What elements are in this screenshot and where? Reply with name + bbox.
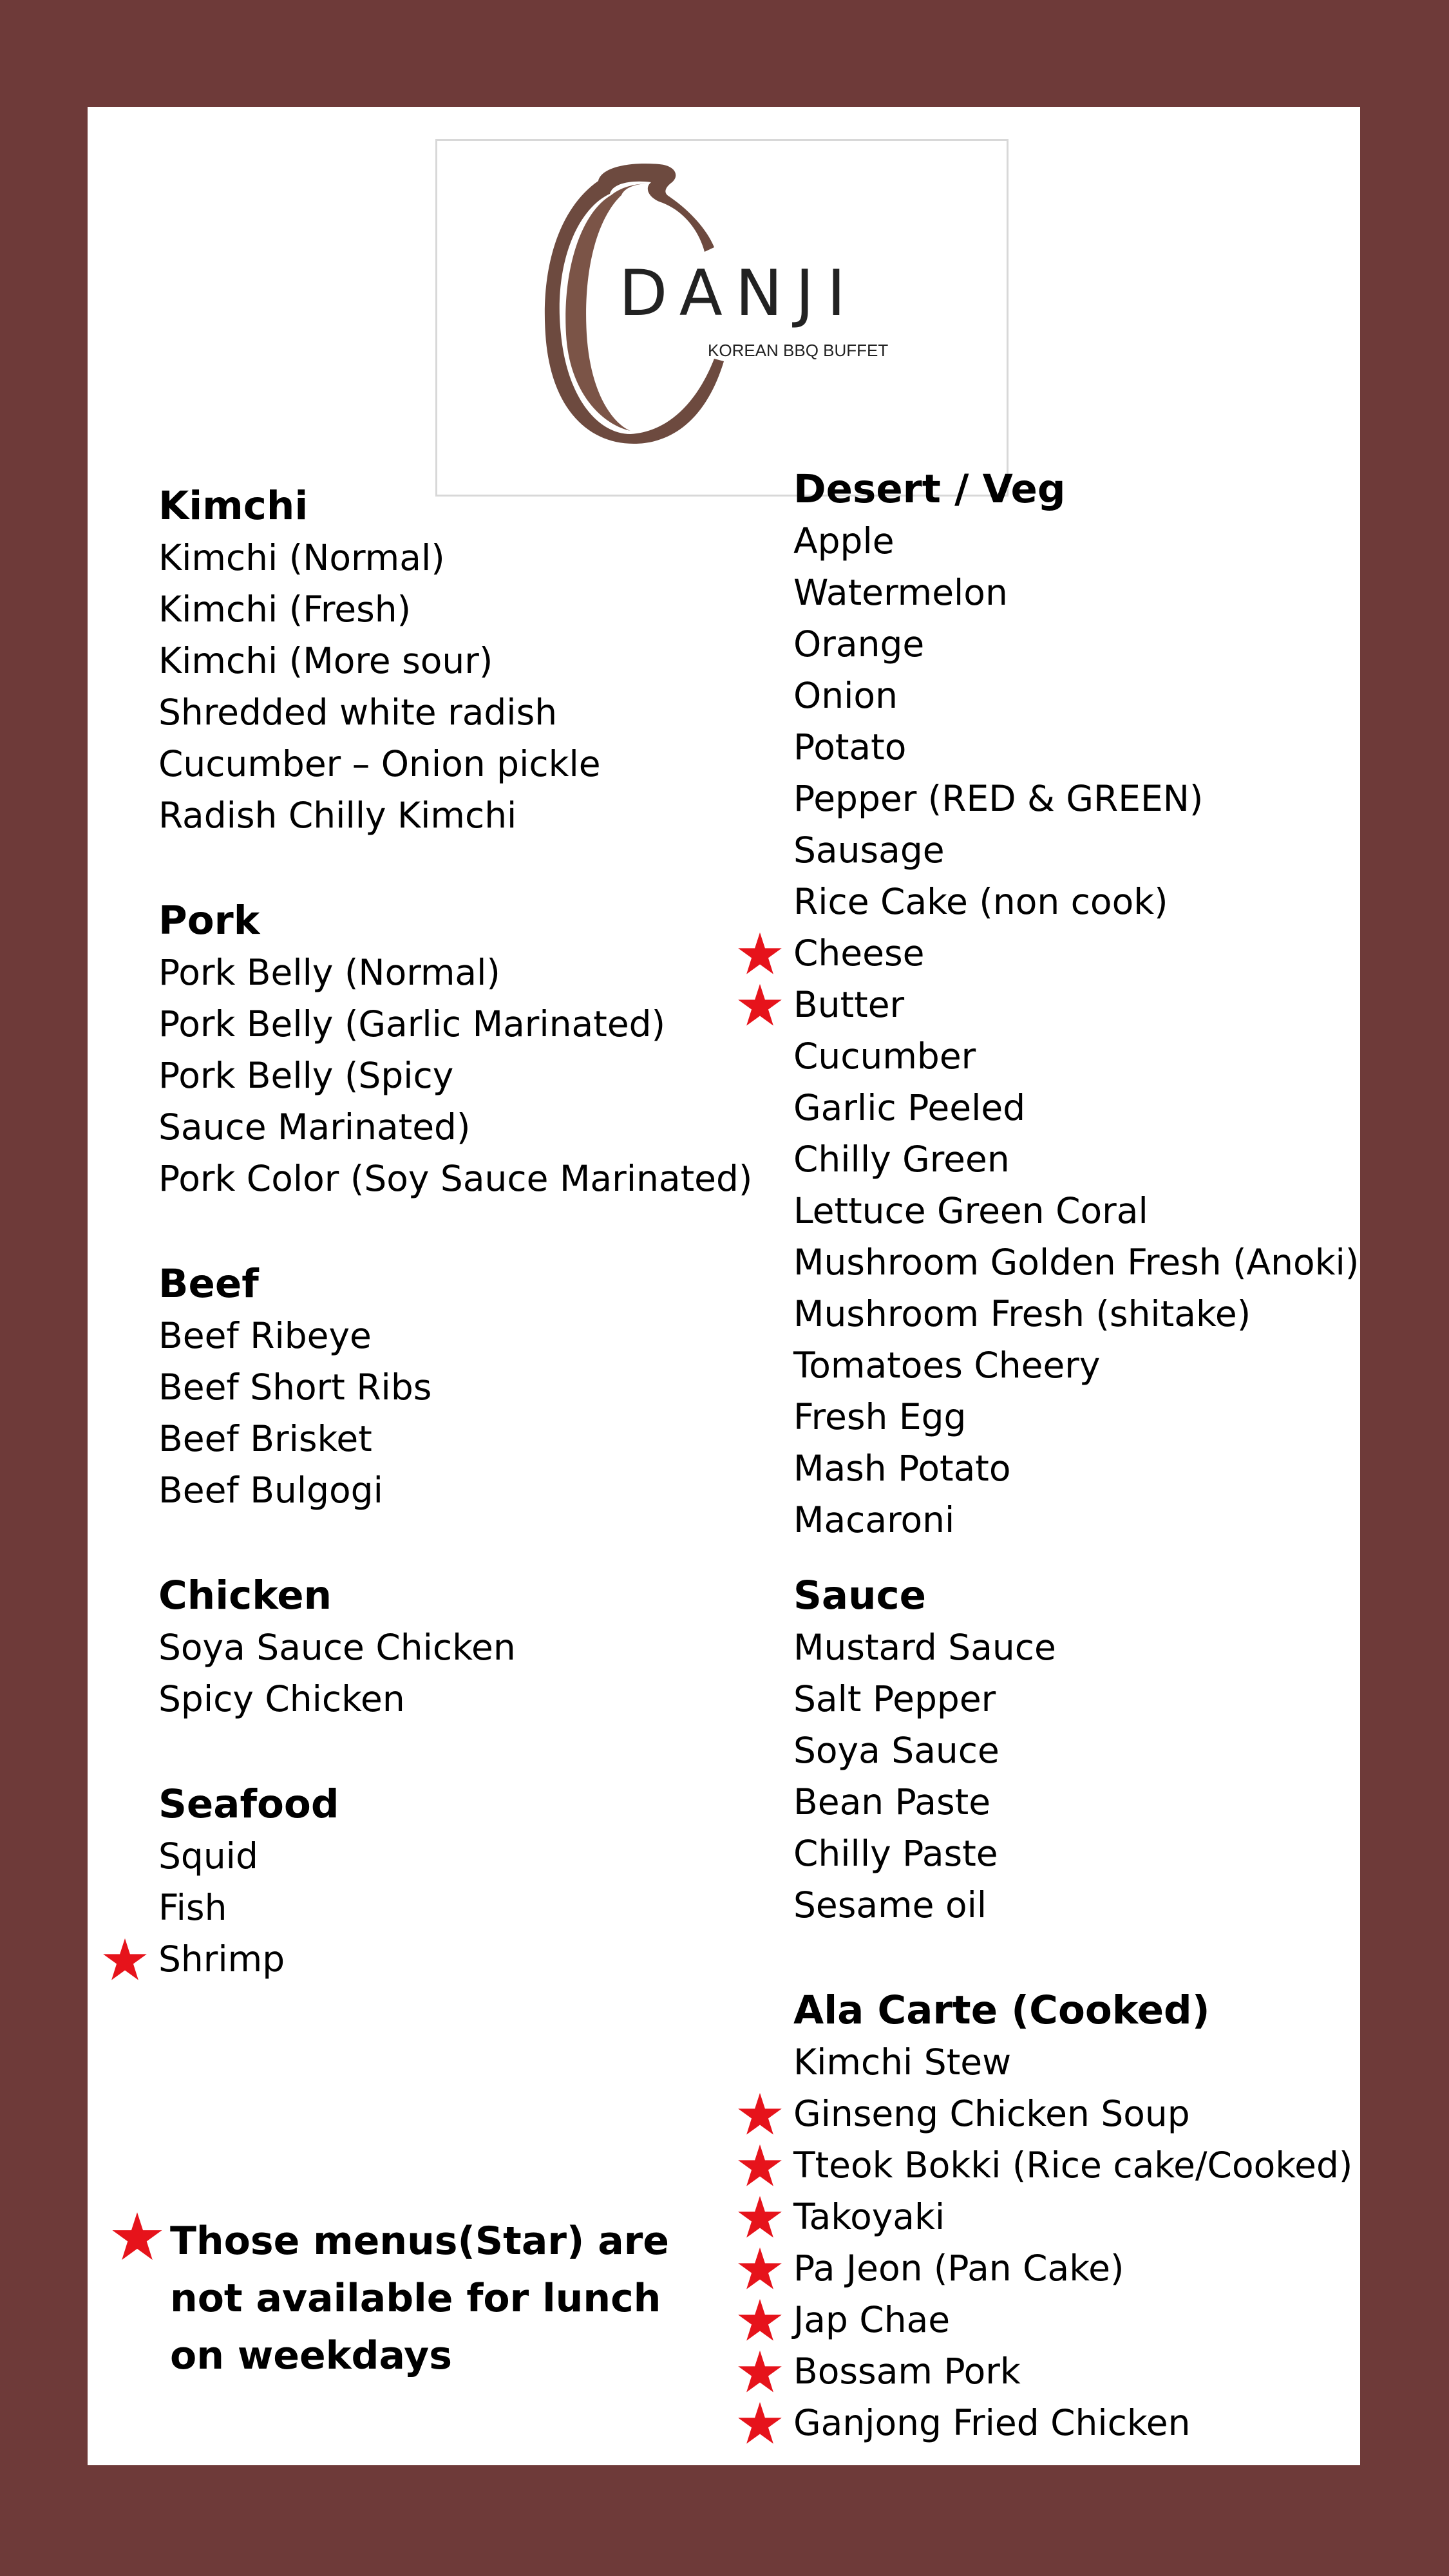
menu-item (793, 1185, 1360, 1236)
menu-item-label: Sesame oil (793, 1884, 987, 1926)
menu-item (793, 2139, 1360, 2191)
menu-item (158, 1050, 571, 1153)
menu-item-label: Jap Chae (793, 2299, 951, 2340)
menu-item (158, 1413, 770, 1464)
menu-item (158, 532, 770, 583)
menu-item (793, 1879, 1360, 1931)
menu-item (158, 998, 770, 1050)
menu-item (793, 824, 1360, 876)
menu-item-label: Tomatoes Cheery (793, 1345, 1101, 1386)
menu-item (158, 1933, 770, 1985)
section-title: Desert / Veg (793, 466, 1066, 512)
menu-item-label: Pa Jeon (Pan Cake) (793, 2248, 1124, 2289)
menu-item-label: Mushroom Fresh (shitake) (793, 1293, 1251, 1334)
menu-item-label: Shrimp (158, 1938, 285, 1980)
menu-item-label: Chilly Paste (793, 1833, 998, 1874)
menu-item (158, 738, 770, 790)
star-icon (737, 931, 783, 977)
menu-item (793, 1391, 1360, 1443)
menu-item (793, 2397, 1360, 2448)
menu-item (158, 1310, 770, 1361)
star-icon (737, 982, 783, 1028)
menu-item-label: Beef Bulgogi (158, 1470, 383, 1511)
menu-item (793, 515, 1360, 567)
section-spacer (793, 1546, 1360, 1570)
menu-item-label: Kimchi (Normal) (158, 537, 445, 578)
menu-item (793, 876, 1360, 927)
section-title: Beef (158, 1261, 259, 1307)
note-text: Those menus(Star) are not available for lunch on weekdays (170, 2219, 669, 2378)
menu-item-label: Squid (158, 1835, 258, 1877)
menu-item-label: Radish Chilly Kimchi (158, 795, 517, 836)
menu-item-label: Onion (793, 675, 898, 716)
menu-item-label: Rice Cake (non cook) (793, 881, 1168, 922)
menu-item-label: Mustard Sauce (793, 1627, 1056, 1668)
menu-item (158, 1153, 770, 1204)
menu-item (793, 1494, 1360, 1546)
section-title: Ala Carte (Cooked) (793, 1987, 1210, 2033)
star-icon (737, 2194, 783, 2240)
menu-item-label: Butter (793, 984, 905, 1025)
menu-item-label: Beef Short Ribs (158, 1367, 432, 1408)
menu-item (158, 790, 770, 841)
section-title: Seafood (158, 1781, 339, 1827)
left-menu-column (158, 480, 770, 1985)
menu-item (793, 1236, 1360, 1288)
menu-item-label: Bossam Pork (793, 2351, 1021, 2392)
menu-item (793, 1725, 1360, 1776)
menu-card (88, 107, 1360, 2465)
menu-item-label: Potato (793, 726, 907, 768)
menu-item (158, 1882, 770, 1933)
menu-item-label: Shredded white radish (158, 692, 558, 733)
menu-item (793, 567, 1360, 618)
star-icon (737, 2246, 783, 2292)
menu-item (793, 1673, 1360, 1725)
menu-item-label: Soya Sauce Chicken (158, 1627, 516, 1668)
menu-item (793, 1828, 1360, 1879)
menu-item-label: Cheese (793, 933, 925, 974)
menu-item-label: Lettuce Green Coral (793, 1190, 1148, 1231)
section-title: Sauce (793, 1573, 927, 1618)
menu-item-label: Kimchi Stew (793, 2041, 1012, 2083)
star-icon (737, 2349, 783, 2395)
menu-item (158, 583, 770, 635)
menu-item-label: Pork Belly (Normal) (158, 952, 500, 993)
menu-item (158, 635, 770, 687)
menu-item-label: Garlic Peeled (793, 1087, 1026, 1128)
menu-item (793, 1340, 1360, 1391)
section-spacer (158, 1204, 770, 1258)
star-icon (102, 1937, 148, 1983)
menu-item-label: Ginseng Chicken Soup (793, 2093, 1190, 2134)
menu-item-label: Pork Color (Soy Sauce Marinated) (158, 1158, 753, 1199)
menu-item (793, 2036, 1360, 2088)
menu-item-label: Watermelon (793, 572, 1008, 613)
star-icon (737, 2297, 783, 2344)
availability-note (111, 2213, 677, 2385)
menu-item (793, 773, 1360, 824)
menu-item-label: Apple (793, 520, 895, 562)
section-spacer (158, 1725, 770, 1779)
menu-item-label: Cucumber (793, 1036, 976, 1077)
menu-item-label: Sausage (793, 829, 945, 871)
star-icon (737, 2400, 783, 2447)
menu-item-label: Takoyaki (793, 2196, 945, 2237)
menu-item (793, 1133, 1360, 1185)
section-spacer (158, 841, 770, 895)
menu-item (158, 1464, 770, 1516)
star-icon (737, 2091, 783, 2137)
menu-item (793, 2191, 1360, 2242)
menu-item (793, 670, 1360, 721)
logo-tagline: KOREAN BBQ BUFFET (708, 341, 889, 360)
menu-item (158, 687, 770, 738)
menu-item (793, 618, 1360, 670)
menu-item-label: Pepper (RED & GREEN) (793, 778, 1204, 819)
menu-item-label: Soya Sauce (793, 1730, 999, 1771)
section-title: Kimchi (158, 483, 308, 529)
section-spacer (158, 1516, 770, 1570)
star-icon (737, 2143, 783, 2189)
menu-item (158, 1622, 770, 1673)
menu-item-label: Spicy Chicken (158, 1678, 405, 1719)
menu-item (793, 721, 1360, 773)
section-title: Chicken (158, 1573, 332, 1618)
menu-item (793, 1443, 1360, 1494)
menu-item (793, 1030, 1360, 1082)
menu-item (793, 1082, 1360, 1133)
logo-name: DANJI (619, 257, 858, 330)
logo (435, 139, 1009, 497)
menu-item-label: Fresh Egg (793, 1396, 967, 1437)
menu-item-label: Ganjong Fried Chicken (793, 2402, 1191, 2443)
menu-item-label: Pork Belly (Garlic Marinated) (158, 1003, 666, 1045)
menu-item (793, 927, 1360, 979)
menu-item (158, 1361, 770, 1413)
menu-item (793, 2088, 1360, 2139)
menu-item-label: Cucumber – Onion pickle (158, 743, 601, 784)
menu-item (793, 979, 1360, 1030)
menu-item-label: Beef Brisket (158, 1418, 372, 1459)
menu-item (793, 1776, 1360, 1828)
menu-item-label: Mushroom Golden Fresh (Anoki) (793, 1242, 1359, 1283)
menu-item (793, 1288, 1360, 1340)
menu-item (793, 2294, 1360, 2345)
menu-item-label: Tteok Bokki (Rice cake/Cooked) (793, 2145, 1353, 2186)
menu-item-label: Macaroni (793, 1499, 955, 1540)
menu-item (793, 2242, 1360, 2294)
menu-item (793, 2345, 1360, 2397)
section-spacer (793, 1931, 1360, 1985)
menu-item (158, 947, 770, 998)
menu-item (158, 1673, 770, 1725)
menu-item-label: Beef Ribeye (158, 1315, 372, 1356)
menu-item-label: Fish (158, 1887, 227, 1928)
menu-item-label: Bean Paste (793, 1781, 991, 1823)
menu-item-label: Chilly Green (793, 1139, 1010, 1180)
section-title: Pork (158, 898, 260, 943)
menu-item (158, 1830, 770, 1882)
menu-item-label: Salt Pepper (793, 1678, 996, 1719)
menu-item-label: Orange (793, 623, 925, 665)
menu-item-label: Mash Potato (793, 1448, 1011, 1489)
menu-item (793, 1622, 1360, 1673)
right-menu-column (793, 464, 1360, 2448)
menu-item-label: Kimchi (Fresh) (158, 589, 412, 630)
menu-item-label: Pork Belly (Spicy Sauce Marinated) (158, 1055, 471, 1148)
star-icon (111, 2210, 164, 2263)
menu-item-label: Kimchi (More sour) (158, 640, 493, 681)
